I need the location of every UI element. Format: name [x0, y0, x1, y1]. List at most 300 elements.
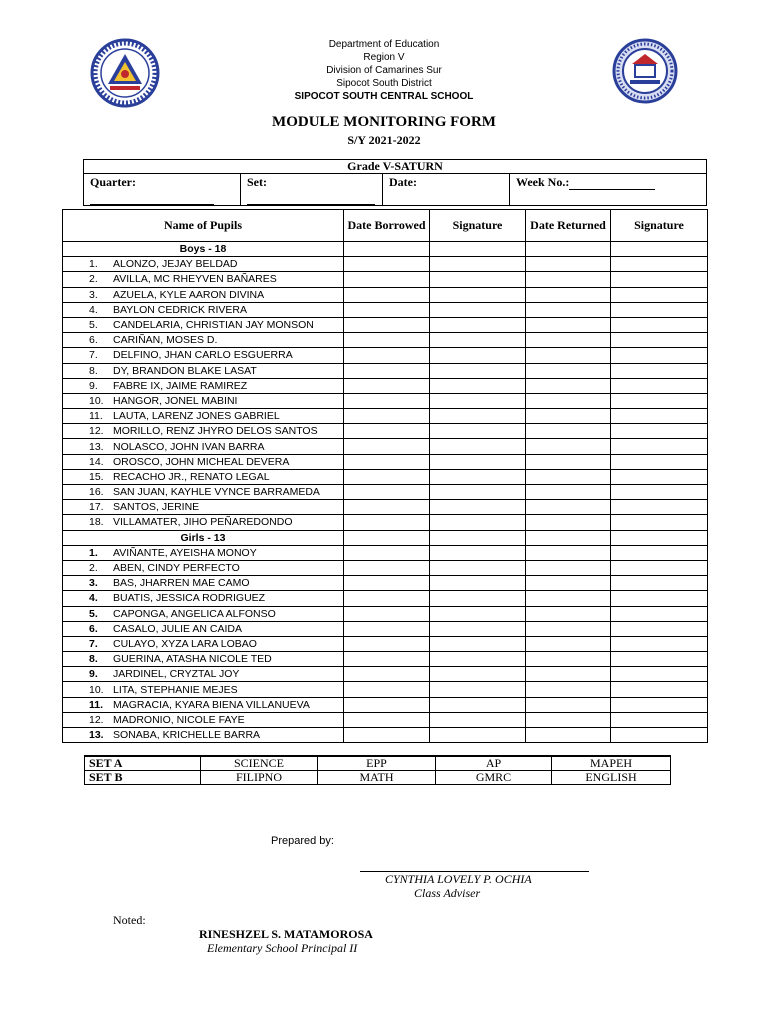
set-subject: AP	[436, 756, 552, 771]
empty-cell[interactable]	[526, 652, 611, 667]
date-field[interactable]	[383, 174, 510, 206]
quarter-label: Quarter:	[90, 175, 136, 189]
table-row	[63, 515, 708, 530]
empty-cell[interactable]	[344, 560, 430, 575]
table-row	[63, 682, 708, 697]
letterhead-line: Sipocot South District	[336, 78, 432, 89]
table-row	[63, 560, 708, 575]
pupil-number: 10.	[89, 394, 104, 407]
pupil-number: 1.	[89, 546, 98, 559]
pupil-name-cell	[63, 333, 344, 348]
empty-cell[interactable]	[611, 287, 708, 302]
empty-cell[interactable]	[430, 333, 526, 348]
empty-cell[interactable]	[430, 287, 526, 302]
empty-cell[interactable]	[611, 591, 708, 606]
pupil-name: NOLASCO, JOHN IVAN BARRA	[113, 440, 265, 453]
empty-cell[interactable]	[611, 697, 708, 712]
empty-cell[interactable]	[430, 424, 526, 439]
pupil-name: LITA, STEPHANIE MEJES	[113, 683, 238, 696]
set-subject: EPP	[318, 756, 436, 771]
pupil-number: 15.	[89, 470, 104, 483]
date-label: Date:	[389, 175, 417, 189]
pupil-number: 10.	[89, 683, 104, 696]
pupil-number: 3.	[89, 577, 98, 590]
empty-cell[interactable]	[526, 317, 611, 332]
empty-cell[interactable]	[611, 333, 708, 348]
empty-cell	[430, 530, 526, 545]
pupil-name: BAS, JHARREN MAE CAMO	[113, 577, 250, 590]
quarter-field[interactable]	[84, 174, 241, 206]
girls-group-label: Girls - 13	[63, 530, 344, 545]
empty-cell	[344, 242, 430, 257]
empty-cell[interactable]	[344, 302, 430, 317]
table-row	[63, 697, 708, 712]
col-header-date-returned: Date Returned	[526, 210, 611, 242]
empty-cell[interactable]	[344, 393, 430, 408]
boys-group-label: Boys - 18	[63, 242, 344, 257]
set-subject: ENGLISH	[552, 771, 671, 785]
table-row	[63, 469, 708, 484]
empty-cell[interactable]	[430, 485, 526, 500]
empty-cell	[526, 530, 611, 545]
empty-cell[interactable]	[344, 500, 430, 515]
pupil-name: AZUELA, KYLE AARON DIVINA	[113, 288, 265, 301]
empty-cell[interactable]	[526, 560, 611, 575]
table-row	[63, 317, 708, 332]
pupil-name: SONABA, KRICHELLE BARRA	[113, 729, 261, 742]
adviser-name: CYNTHIA LOVELY P. OCHIA	[385, 872, 532, 886]
empty-cell[interactable]	[430, 302, 526, 317]
table-row	[63, 302, 708, 317]
empty-cell[interactable]	[344, 606, 430, 621]
pupil-number: 7.	[89, 349, 98, 362]
pupil-name-cell	[63, 409, 344, 424]
empty-cell[interactable]	[344, 591, 430, 606]
empty-cell[interactable]	[526, 302, 611, 317]
empty-cell[interactable]	[526, 409, 611, 424]
empty-cell[interactable]	[611, 485, 708, 500]
pupil-name-cell	[63, 348, 344, 363]
pupil-number: 13.	[89, 440, 104, 453]
empty-cell	[526, 242, 611, 257]
table-row	[63, 409, 708, 424]
table-row	[63, 257, 708, 272]
table-row	[63, 393, 708, 408]
set-blank	[247, 204, 375, 205]
empty-cell[interactable]	[611, 454, 708, 469]
table-row	[63, 424, 708, 439]
set-label: Set:	[247, 175, 267, 189]
pupil-name-cell	[63, 439, 344, 454]
pupil-name: DELFINO, JHAN CARLO ESGUERRA	[113, 349, 293, 362]
empty-cell[interactable]	[611, 576, 708, 591]
empty-cell[interactable]	[344, 378, 430, 393]
pupil-name-cell	[63, 363, 344, 378]
pupil-name: AVIÑANTE, AYEISHA MONOY	[113, 546, 257, 559]
empty-cell[interactable]	[344, 317, 430, 332]
pupil-name: LAUTA, LARENZ JONES GABRIEL	[113, 410, 280, 423]
empty-cell[interactable]	[611, 500, 708, 515]
empty-cell[interactable]	[344, 439, 430, 454]
empty-cell[interactable]	[611, 682, 708, 697]
pupil-number: 13.	[89, 729, 104, 742]
letterhead-line: Region V	[363, 52, 405, 63]
pupil-number: 18.	[89, 516, 104, 529]
empty-cell[interactable]	[526, 682, 611, 697]
empty-cell[interactable]	[611, 728, 708, 743]
table-row	[63, 606, 708, 621]
pupil-name: MORILLO, RENZ JHYRO DELOS SANTOS	[113, 425, 318, 438]
table-row	[63, 348, 708, 363]
school-name: SIPOCOT SOUTH CENTRAL SCHOOL	[294, 91, 474, 102]
week-blank	[569, 189, 655, 190]
pupil-number: 9.	[89, 668, 98, 681]
col-header-signature-borrowed: Signature	[430, 210, 526, 242]
grade-section: Grade V-SATURN	[84, 160, 707, 174]
empty-cell[interactable]	[526, 667, 611, 682]
empty-cell[interactable]	[526, 424, 611, 439]
set-row	[85, 756, 671, 771]
empty-cell[interactable]	[344, 454, 430, 469]
prepared-by-label: Prepared by:	[271, 835, 334, 847]
empty-cell[interactable]	[611, 469, 708, 484]
empty-cell[interactable]	[526, 606, 611, 621]
pupil-name-cell	[63, 728, 344, 743]
empty-cell[interactable]	[526, 728, 611, 743]
empty-cell[interactable]	[526, 712, 611, 727]
pupil-name-cell	[63, 257, 344, 272]
empty-cell[interactable]	[344, 363, 430, 378]
empty-cell[interactable]	[430, 606, 526, 621]
empty-cell[interactable]	[611, 652, 708, 667]
empty-cell[interactable]	[526, 454, 611, 469]
pupil-name: JARDINEL, CRYZTAL JOY	[113, 668, 240, 681]
empty-cell[interactable]	[611, 272, 708, 287]
set-row	[85, 771, 671, 785]
empty-cell[interactable]	[526, 272, 611, 287]
empty-cell[interactable]	[611, 302, 708, 317]
empty-cell[interactable]	[430, 317, 526, 332]
pupil-name: RECACHO JR., RENATO LEGAL	[113, 470, 270, 483]
empty-cell[interactable]	[611, 378, 708, 393]
pupil-number: 5.	[89, 607, 98, 620]
empty-cell	[430, 242, 526, 257]
pupil-name-cell	[63, 712, 344, 727]
pupil-name: VILLAMATER, JIHO PEÑAREDONDO	[113, 516, 293, 529]
pupil-name: BAYLON CEDRICK RIVERA	[113, 303, 248, 316]
empty-cell[interactable]	[430, 621, 526, 636]
empty-cell	[344, 530, 430, 545]
empty-cell[interactable]	[526, 485, 611, 500]
pupil-name-cell	[63, 560, 344, 575]
pupil-name: GUERINA, ATASHA NICOLE TED	[113, 653, 272, 666]
empty-cell[interactable]	[526, 591, 611, 606]
pupil-name: CAPONGA, ANGELICA ALFONSO	[113, 607, 276, 620]
pupil-name: MADRONIO, NICOLE FAYE	[113, 713, 245, 726]
empty-cell[interactable]	[344, 697, 430, 712]
form-title: MODULE MONITORING FORM	[272, 114, 496, 130]
empty-cell[interactable]	[611, 636, 708, 651]
empty-cell[interactable]	[526, 469, 611, 484]
pupil-name-cell	[63, 469, 344, 484]
col-header-date-borrowed: Date Borrowed	[344, 210, 430, 242]
empty-cell[interactable]	[611, 439, 708, 454]
table-row	[63, 363, 708, 378]
empty-cell[interactable]	[526, 621, 611, 636]
empty-cell[interactable]	[430, 257, 526, 272]
quarter-blank	[90, 204, 214, 205]
pupil-number: 4.	[89, 592, 98, 605]
pupil-name-cell	[63, 636, 344, 651]
table-row	[63, 728, 708, 743]
empty-cell[interactable]	[430, 409, 526, 424]
empty-cell[interactable]	[344, 545, 430, 560]
table-row	[63, 287, 708, 302]
table-row	[63, 454, 708, 469]
empty-cell[interactable]	[611, 363, 708, 378]
table-row	[63, 652, 708, 667]
pupil-name: MAGRACIA, KYARA BIENA VILLANUEVA	[113, 698, 310, 711]
empty-cell[interactable]	[344, 485, 430, 500]
set-label: SET A	[85, 756, 201, 771]
empty-cell[interactable]	[526, 363, 611, 378]
letterhead-line: Department of Education	[328, 39, 440, 50]
empty-cell[interactable]	[430, 363, 526, 378]
empty-cell[interactable]	[344, 333, 430, 348]
pupil-name: CASALO, JULIE AN CAIDA	[113, 622, 242, 635]
empty-cell[interactable]	[430, 591, 526, 606]
set-subject: GMRC	[436, 771, 552, 785]
empty-cell[interactable]	[611, 257, 708, 272]
empty-cell[interactable]	[344, 667, 430, 682]
pupil-name-cell	[63, 667, 344, 682]
empty-cell[interactable]	[526, 257, 611, 272]
empty-cell[interactable]	[611, 606, 708, 621]
empty-cell[interactable]	[611, 621, 708, 636]
empty-cell[interactable]	[344, 712, 430, 727]
pupil-name: OROSCO, JOHN MICHEAL DEVERA	[113, 455, 290, 468]
pupil-name: SAN JUAN, KAYHLE VYNCE BARRAMEDA	[113, 486, 320, 499]
empty-cell[interactable]	[430, 697, 526, 712]
pupil-number: 12.	[89, 425, 104, 438]
empty-cell[interactable]	[430, 393, 526, 408]
empty-cell[interactable]	[611, 667, 708, 682]
principal-role: Elementary School Principal II	[207, 941, 358, 955]
empty-cell	[611, 242, 708, 257]
empty-cell[interactable]	[611, 317, 708, 332]
pupil-name-cell	[63, 606, 344, 621]
empty-cell[interactable]	[430, 454, 526, 469]
empty-cell[interactable]	[344, 652, 430, 667]
pupil-number: 14.	[89, 455, 104, 468]
empty-cell[interactable]	[344, 515, 430, 530]
pupil-number: 4.	[89, 303, 98, 316]
pupil-name: CULAYO, XYZA LARA LOBAO	[113, 637, 257, 650]
empty-cell[interactable]	[430, 652, 526, 667]
set-subject: MATH	[318, 771, 436, 785]
pupil-number: 11.	[89, 410, 103, 423]
empty-cell[interactable]	[430, 545, 526, 560]
pupil-name-cell	[63, 621, 344, 636]
col-header-name: Name of Pupils	[63, 210, 344, 242]
pupil-name: FABRE IX, JAIME RAMIREZ	[113, 379, 248, 392]
empty-cell[interactable]	[611, 545, 708, 560]
pupil-name-cell	[63, 591, 344, 606]
pupil-name: CARIÑAN, MOSES D.	[113, 334, 218, 347]
pupil-name: CANDELARIA, CHRISTIAN JAY MONSON	[113, 319, 314, 332]
pupil-name-cell	[63, 317, 344, 332]
empty-cell[interactable]	[430, 348, 526, 363]
pupil-name-cell	[63, 302, 344, 317]
pupil-name-cell	[63, 697, 344, 712]
table-row	[63, 591, 708, 606]
empty-cell[interactable]	[344, 576, 430, 591]
empty-cell[interactable]	[344, 636, 430, 651]
empty-cell[interactable]	[430, 576, 526, 591]
pupil-number: 2.	[89, 562, 98, 575]
empty-cell[interactable]	[526, 697, 611, 712]
pupil-name-cell	[63, 500, 344, 515]
pupil-name: ABEN, CINDY PERFECTO	[113, 562, 240, 575]
empty-cell[interactable]	[526, 439, 611, 454]
pupil-name-cell	[63, 454, 344, 469]
pupil-name-cell	[63, 576, 344, 591]
pupil-name-cell	[63, 682, 344, 697]
pupil-number: 5.	[89, 319, 98, 332]
pupils-table	[62, 209, 708, 743]
adviser-role: Class Adviser	[414, 886, 481, 900]
col-header-signature-returned: Signature	[611, 210, 708, 242]
empty-cell[interactable]	[430, 667, 526, 682]
empty-cell[interactable]	[344, 409, 430, 424]
empty-cell[interactable]	[611, 712, 708, 727]
empty-cell[interactable]	[430, 272, 526, 287]
pupil-name: DY, BRANDON BLAKE LASAT	[113, 364, 257, 377]
pupil-name: SANTOS, JERINE	[113, 501, 200, 514]
empty-cell[interactable]	[344, 257, 430, 272]
pupil-number: 17.	[89, 501, 104, 514]
pupil-number: 2.	[89, 273, 98, 286]
pupil-name-cell	[63, 485, 344, 500]
empty-cell[interactable]	[611, 409, 708, 424]
school-seal-icon	[612, 38, 678, 104]
empty-cell[interactable]	[344, 621, 430, 636]
pupil-number: 9.	[89, 379, 98, 392]
table-row	[63, 621, 708, 636]
pupil-number: 8.	[89, 653, 98, 666]
table-row	[63, 485, 708, 500]
empty-cell[interactable]	[430, 682, 526, 697]
pupil-number: 1.	[89, 258, 98, 271]
pupil-name-cell	[63, 287, 344, 302]
pupil-name-cell	[63, 393, 344, 408]
empty-cell[interactable]	[430, 439, 526, 454]
pupil-name-cell	[63, 424, 344, 439]
week-field[interactable]	[510, 174, 707, 206]
pupil-name-cell	[63, 515, 344, 530]
pupil-number: 7.	[89, 637, 98, 650]
pupil-number: 12.	[89, 713, 104, 726]
pupil-name: BUATIS, JESSICA RODRIGUEZ	[113, 592, 266, 605]
pupil-name-cell	[63, 652, 344, 667]
pupil-name-cell	[63, 545, 344, 560]
empty-cell[interactable]	[430, 636, 526, 651]
pupil-name-cell	[63, 378, 344, 393]
empty-cell[interactable]	[526, 287, 611, 302]
table-row	[63, 576, 708, 591]
empty-cell[interactable]	[344, 272, 430, 287]
empty-cell[interactable]	[430, 712, 526, 727]
empty-cell[interactable]	[430, 728, 526, 743]
empty-cell[interactable]	[344, 287, 430, 302]
table-row	[63, 545, 708, 560]
pupil-number: 8.	[89, 364, 98, 377]
empty-cell[interactable]	[344, 728, 430, 743]
noted-label: Noted:	[113, 913, 146, 927]
empty-cell[interactable]	[344, 469, 430, 484]
empty-cell[interactable]	[430, 560, 526, 575]
pupil-name: ALONZO, JEJAY BELDAD	[113, 258, 238, 271]
subject-sets-table	[84, 755, 671, 785]
empty-cell[interactable]	[430, 469, 526, 484]
empty-cell[interactable]	[526, 576, 611, 591]
set-field[interactable]	[241, 174, 383, 206]
pupil-number: 6.	[89, 334, 98, 347]
table-row	[63, 636, 708, 651]
pupil-number: 6.	[89, 622, 98, 635]
empty-cell[interactable]	[430, 378, 526, 393]
empty-cell	[611, 530, 708, 545]
pupil-name: HANGOR, JONEL MABINI	[113, 394, 238, 407]
pupil-name-cell	[63, 272, 344, 287]
principal-name: RINESHZEL S. MATAMOROSA	[199, 927, 373, 941]
empty-cell[interactable]	[611, 515, 708, 530]
letterhead-line: Division of Camarines Sur	[326, 65, 442, 76]
set-subject: MAPEH	[552, 756, 671, 771]
table-row	[63, 333, 708, 348]
empty-cell[interactable]	[526, 545, 611, 560]
table-row	[63, 378, 708, 393]
week-label: Week No.:	[516, 175, 570, 189]
empty-cell[interactable]	[611, 424, 708, 439]
empty-cell[interactable]	[344, 424, 430, 439]
empty-cell[interactable]	[344, 682, 430, 697]
set-subject: FILIPNO	[201, 771, 318, 785]
empty-cell[interactable]	[526, 378, 611, 393]
empty-cell[interactable]	[526, 515, 611, 530]
empty-cell[interactable]	[526, 636, 611, 651]
empty-cell[interactable]	[430, 515, 526, 530]
form-info-table	[83, 159, 707, 206]
empty-cell[interactable]	[611, 393, 708, 408]
empty-cell[interactable]	[526, 348, 611, 363]
table-row	[63, 439, 708, 454]
set-subject: SCIENCE	[201, 756, 318, 771]
empty-cell[interactable]	[611, 348, 708, 363]
empty-cell[interactable]	[526, 333, 611, 348]
set-label: SET B	[85, 771, 201, 785]
empty-cell[interactable]	[344, 348, 430, 363]
pupil-number: 16.	[89, 486, 104, 499]
pupil-name: AVILLA, MC RHEYVEN BAÑARES	[113, 273, 277, 286]
school-year: S/Y 2021-2022	[347, 133, 421, 147]
table-row	[63, 667, 708, 682]
empty-cell[interactable]	[611, 560, 708, 575]
empty-cell[interactable]	[526, 393, 611, 408]
empty-cell[interactable]	[526, 500, 611, 515]
pupil-number: 3.	[89, 288, 98, 301]
empty-cell[interactable]	[430, 500, 526, 515]
